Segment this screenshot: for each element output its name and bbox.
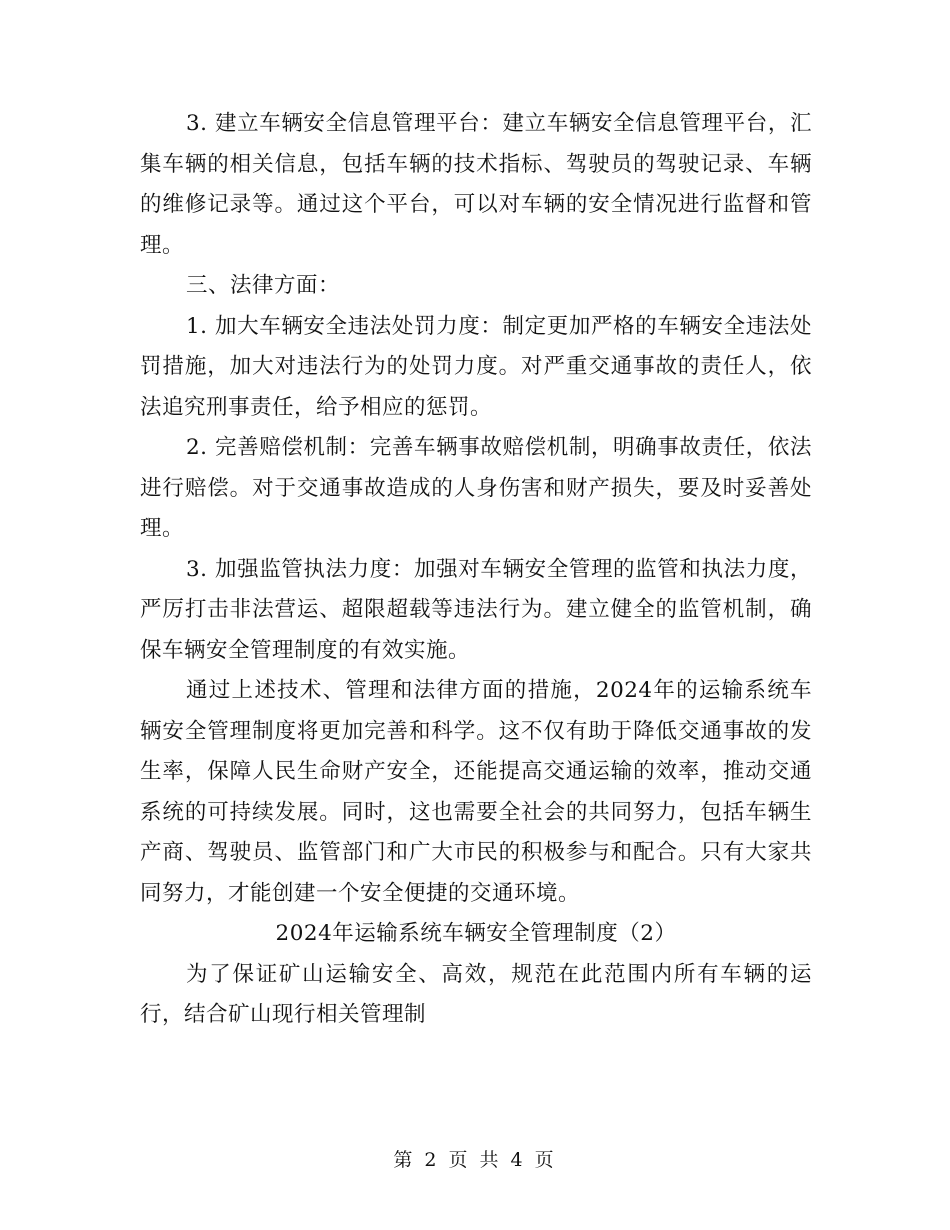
paragraph-mine-transport: 为了保证矿山运输安全、高效，规范在此范围内所有车辆的运行，结合矿山现行相关管理制 — [140, 961, 812, 1027]
paragraph-legal-heading: 三、法律方面： — [186, 273, 341, 298]
paragraph-penalty: 1. 加大车辆安全违法处罚力度：制定更加严格的车辆安全违法处罚措施，加大对违法行为的处罚力度。对严重交通事故的责任人，依法追究刑事责任，给予相应的惩罚。 — [140, 313, 812, 420]
paragraph-platform: 3. 建立车辆安全信息管理平台：建立车辆安全信息管理平台，汇集车辆的相关信息，包括车辆的技术指标、驾驶员的驾驶记录、车辆的维修记录等。通过这个平台，可以对车辆的安全情况进行监督和管理。 — [140, 111, 812, 258]
page-number-footer: 第 2 页 共 4 页 — [393, 1149, 557, 1171]
paragraph-compensation: 2. 完善赔偿机制：完善车辆事故赔偿机制，明确事故责任，依法进行赔偿。对于交通事故造成的人身伤害和财产损失，要及时妥善处理。 — [140, 435, 812, 541]
section-title: 2024年运输系统车辆安全管理制度（2） — [275, 921, 677, 946]
paragraph-conclusion: 通过上述技术、管理和法律方面的措施，2024年的运输系统车辆安全管理制度将更加完善和科学。这不仅有助于降低交通事故的发生率，保障人民生命财产安全，还能提高交通运输的效率，推动交通系统的可持续发展。同时，这也需要全社会的共同努力，包括车辆生产商、驾驶员、监管部门和广大市民的积极参与和配合。只有大家共同努力，才能创建一个安全便捷的交通环境。 — [140, 678, 812, 906]
paragraph-enforcement: 3. 加强监管执法力度：加强对车辆安全管理的监管和执法力度，严厉打击非法营运、超限超载等违法行为。建立健全的监管机制，确保车辆安全管理制度的有效实施。 — [140, 556, 812, 663]
document-body — [140, 104, 812, 1036]
